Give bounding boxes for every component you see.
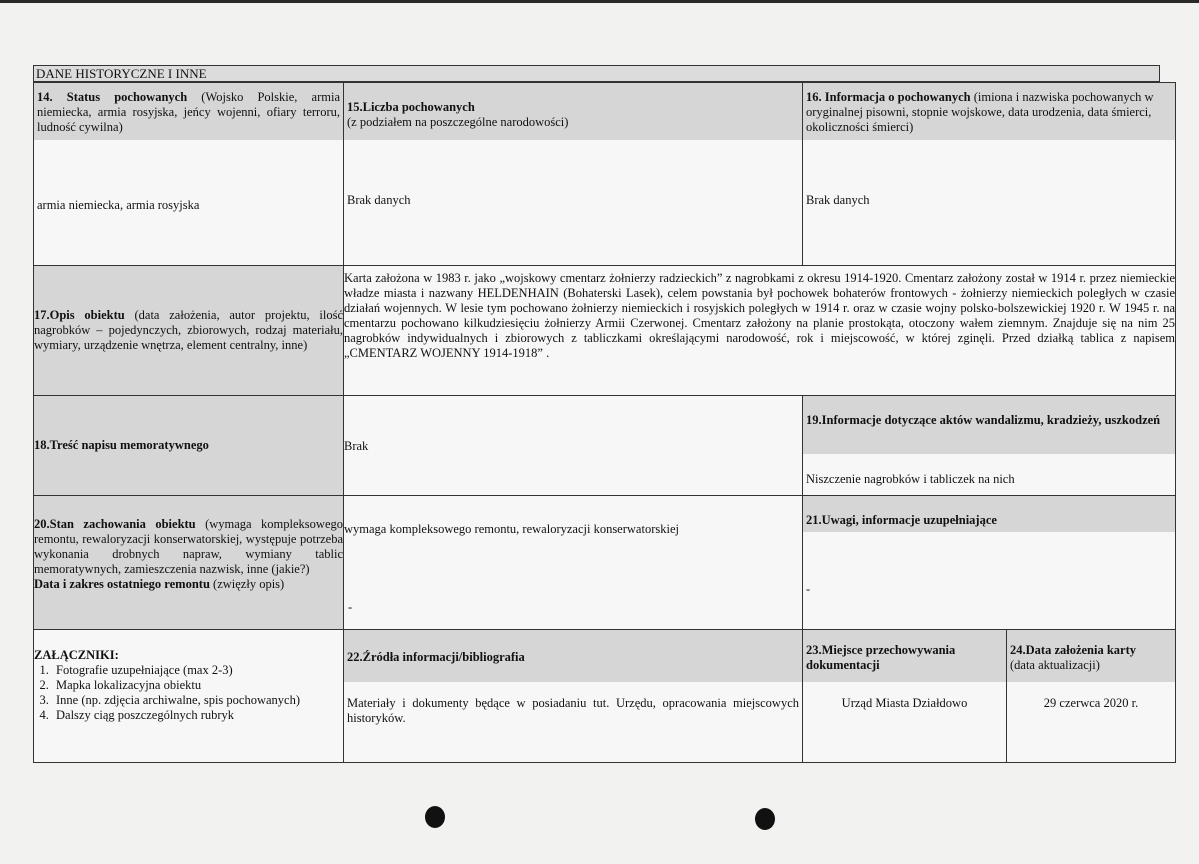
field-21-value: - — [806, 582, 811, 596]
field-24-value: 29 czerwca 2020 r. — [1043, 696, 1139, 710]
field-15-label: 15.Liczba pochowanych — [347, 100, 475, 114]
field-22-sources — [344, 630, 803, 763]
binder-hole-right — [755, 808, 775, 830]
field-14-label: 14. Status pochowanych — [37, 90, 188, 104]
field-22-label: 22.Źródła informacji/bibliografia — [347, 650, 525, 664]
field-23-storage — [803, 630, 1007, 763]
field-23-label: 23.Miejsce przechowywania dokumentacji — [806, 643, 956, 672]
row-description — [34, 266, 1176, 396]
attachments-list — [34, 663, 343, 723]
attachment-item: 1. Fotografie uzupełniające (max 2-3) — [52, 663, 343, 678]
top-border — [0, 0, 1199, 3]
field-14-status — [34, 83, 344, 266]
field-21-label: 21.Uwagi, informacje uzupełniające — [806, 513, 997, 527]
field-22-value: Materiały i dokumenty będące w posiadaniu tut. Urzędu, opracowania miejscowych historyków. — [347, 696, 799, 725]
field-19-label: 19.Informacje dotyczące aktów wandalizmu, kradzieży, uszkodzeń — [806, 413, 1161, 427]
field-15-count — [344, 83, 803, 266]
row-burials — [34, 83, 1176, 266]
field-16-value: Brak danych — [806, 193, 870, 207]
field-24-date — [1007, 630, 1176, 763]
section-title: DANE HISTORYCZNE I INNE — [36, 66, 207, 81]
field-14-value: armia niemiecka, armia rosyjska — [37, 198, 200, 212]
field-23-value: Urząd Miasta Działdowo — [841, 696, 968, 710]
binder-hole-left — [425, 806, 445, 828]
field-19-vandalism — [803, 396, 1176, 496]
field-16-label: 16. Informacja o pochowanych — [806, 90, 971, 104]
field-21-notes — [803, 496, 1176, 630]
field-15-hint: (z podziałem na poszczególne narodowości) — [347, 115, 569, 129]
row-attachments — [34, 630, 1176, 763]
field-20-value-cell — [344, 496, 803, 630]
field-16-info — [803, 83, 1176, 266]
field-20-value: wymaga kompleksowego remontu, rewaloryzacji konserwatorskiej — [344, 522, 679, 536]
field-20-hint-2: (zwięzły opis) — [209, 577, 285, 591]
attachment-item: 2. Mapka lokalizacyjna obiektu — [52, 678, 343, 693]
attachment-item: 4. Dalszy ciąg poszczególnych rubryk — [52, 708, 343, 723]
attachments-cell — [34, 630, 344, 763]
attachment-item: 3. Inne (np. zdjęcia archiwalne, spis pochowanych) — [52, 693, 343, 708]
row-condition — [34, 496, 1176, 630]
field-24-label: 24.Data założenia karty — [1010, 643, 1137, 657]
field-18-label-cell — [34, 396, 344, 496]
field-20-hint: (wymaga kompleksowego remontu, rewaloryzacji konserwatorskiej, występuje potrzeba wykonania drobnych napraw, wymiany tablic memoratywnych, zamieszczenia nazwisk, inne (jakie?) — [34, 517, 343, 576]
section-header — [33, 65, 1160, 82]
field-20-label-2: Data i zakres ostatniego remontu — [34, 577, 210, 591]
field-15-value: Brak danych — [347, 193, 411, 207]
field-18-value-cell — [344, 396, 803, 496]
form-table — [33, 82, 1176, 763]
field-17-value-cell — [344, 266, 1176, 396]
field-17-label-cell — [34, 266, 344, 396]
field-16-hint: (imiona i nazwiska pochowanych w oryginalnej pisowni, stopnie wojskowe, data urodzenia, data śmierci, okoliczności śmierci) — [806, 90, 1154, 134]
field-18-value: Brak — [344, 439, 369, 453]
field-17-hint: (data założenia, autor projektu, ilość nagrobków – pojedynczych, zbiorowych, rodzaj materiału, wymiary, urządzenie wnętrza, element centralny, inne) — [34, 308, 343, 352]
field-20-dash: - — [348, 600, 353, 614]
field-24-hint: (data aktualizacji) — [1010, 658, 1100, 672]
field-20-label: 20.Stan zachowania obiektu — [34, 517, 196, 531]
field-18-label: 18.Treść napisu memoratywnego — [34, 438, 209, 452]
field-20-label-cell — [34, 496, 344, 630]
field-17-label: 17.Opis obiektu — [34, 308, 125, 322]
field-19-value: Niszczenie nagrobków i tabliczek na nich — [806, 472, 1015, 486]
row-inscription — [34, 396, 1176, 496]
attachments-title: ZAŁĄCZNIKI: — [34, 648, 119, 662]
field-17-value: Karta założona w 1983 r. jako „wojskowy cmentarz żołnierzy radzieckich” z nagrobkami z okresu 1914-1920. Cmentarz założony został w 1914 r. przez niemieckie władze miasta i nazwany HELDENHAIN (Bohaterski Lasek), celem powstania był pochowek bohaterów frontowych - żołnierzy niemieckich poległych w czasie działań wojennych. W lesie tym pochowano żołnierzy niemieckich i rosyjskich poległych w 1914 r. oraz w czasie wojny polsko-bolszewickiej 1920 r. W 1945 r. na cmentarzu pochowano kilkudziesięciu żołnierzy Armii Czerwonej. Cmentarz założony na planie prostokąta, otoczony wałem ziemnym. Znajduje się na nim 25 nagrobków indywidualnych i zbiorowych z tabliczkami określającymi narodowość, rok i miejscowość, w której zginęli. Przed działką tablica z napisem „CMENTARZ WOJENNY 1914-1918” . — [344, 271, 1175, 360]
field-14-hint: (Wojsko Polskie, armia niemiecka, armia rosyjska, jeńcy wojenni, ofiary terroru, ludność cywilna) — [37, 90, 341, 134]
